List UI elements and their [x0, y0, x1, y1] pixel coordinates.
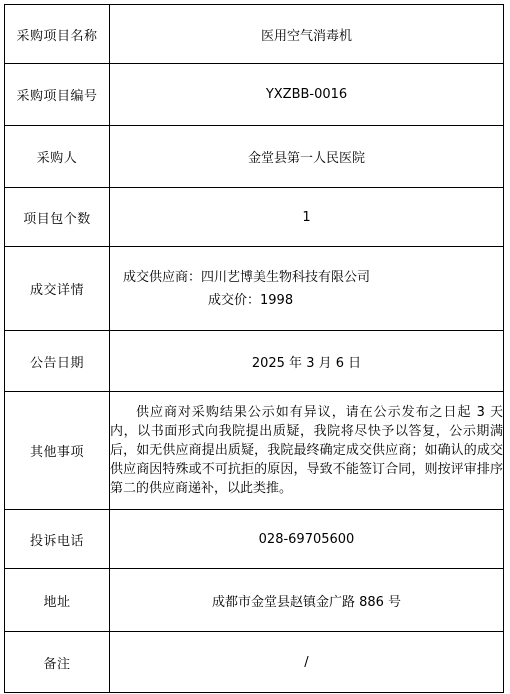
row-project-name [5, 5, 504, 64]
value-package-count: 1 [110, 188, 504, 247]
value-deal-details [110, 247, 504, 331]
value-address: 成都市金堂县赵镇金广路 886 号 [110, 569, 504, 632]
label-announcement-date: 公告日期 [5, 331, 110, 392]
value-purchaser: 金堂县第一人民医院 [110, 126, 504, 188]
deal-price: 成交价：1998 [208, 292, 294, 308]
value-complaint-phone: 028-69705600 [110, 510, 504, 569]
label-purchaser: 采购人 [5, 126, 110, 188]
row-remarks [5, 632, 504, 693]
row-project-number [5, 64, 504, 126]
row-announcement-date [5, 331, 504, 392]
procurement-result-table [4, 4, 504, 693]
label-package-count: 项目包个数 [5, 188, 110, 247]
value-project-name: 医用空气消毒机 [110, 5, 504, 64]
row-deal-details [5, 247, 504, 331]
value-project-number: YXZBB-0016 [110, 64, 504, 126]
label-project-number: 采购项目编号 [5, 64, 110, 126]
label-deal-details: 成交详情 [5, 247, 110, 331]
label-project-name: 采购项目名称 [5, 5, 110, 64]
value-announcement-date: 2025 年 3 月 6 日 [110, 331, 504, 392]
value-other-matters [110, 392, 504, 510]
label-complaint-phone: 投诉电话 [5, 510, 110, 569]
label-address: 地址 [5, 569, 110, 632]
other-matters-text: 供应商对采购结果公示如有异议，请在公示发布之日起 3 天内，以书面形式向我院提出质疑，我院将尽快予以答复，公示期满后，如无供应商提出质疑，我院最终确定成交供应商；如确认的成交供应商因特殊或不可抗拒的原因，导致不能签订合同，则按评审排序第二的供应商递补，以此类推。 [110, 405, 503, 496]
row-address [5, 569, 504, 632]
row-other-matters [5, 392, 504, 510]
label-remarks: 备注 [5, 632, 110, 693]
row-purchaser [5, 126, 504, 188]
label-other-matters: 其他事项 [5, 392, 110, 510]
value-remarks: / [110, 632, 504, 693]
deal-supplier: 成交供应商：四川艺博美生物科技有限公司 [123, 269, 371, 285]
row-package-count [5, 188, 504, 247]
row-complaint-phone [5, 510, 504, 569]
